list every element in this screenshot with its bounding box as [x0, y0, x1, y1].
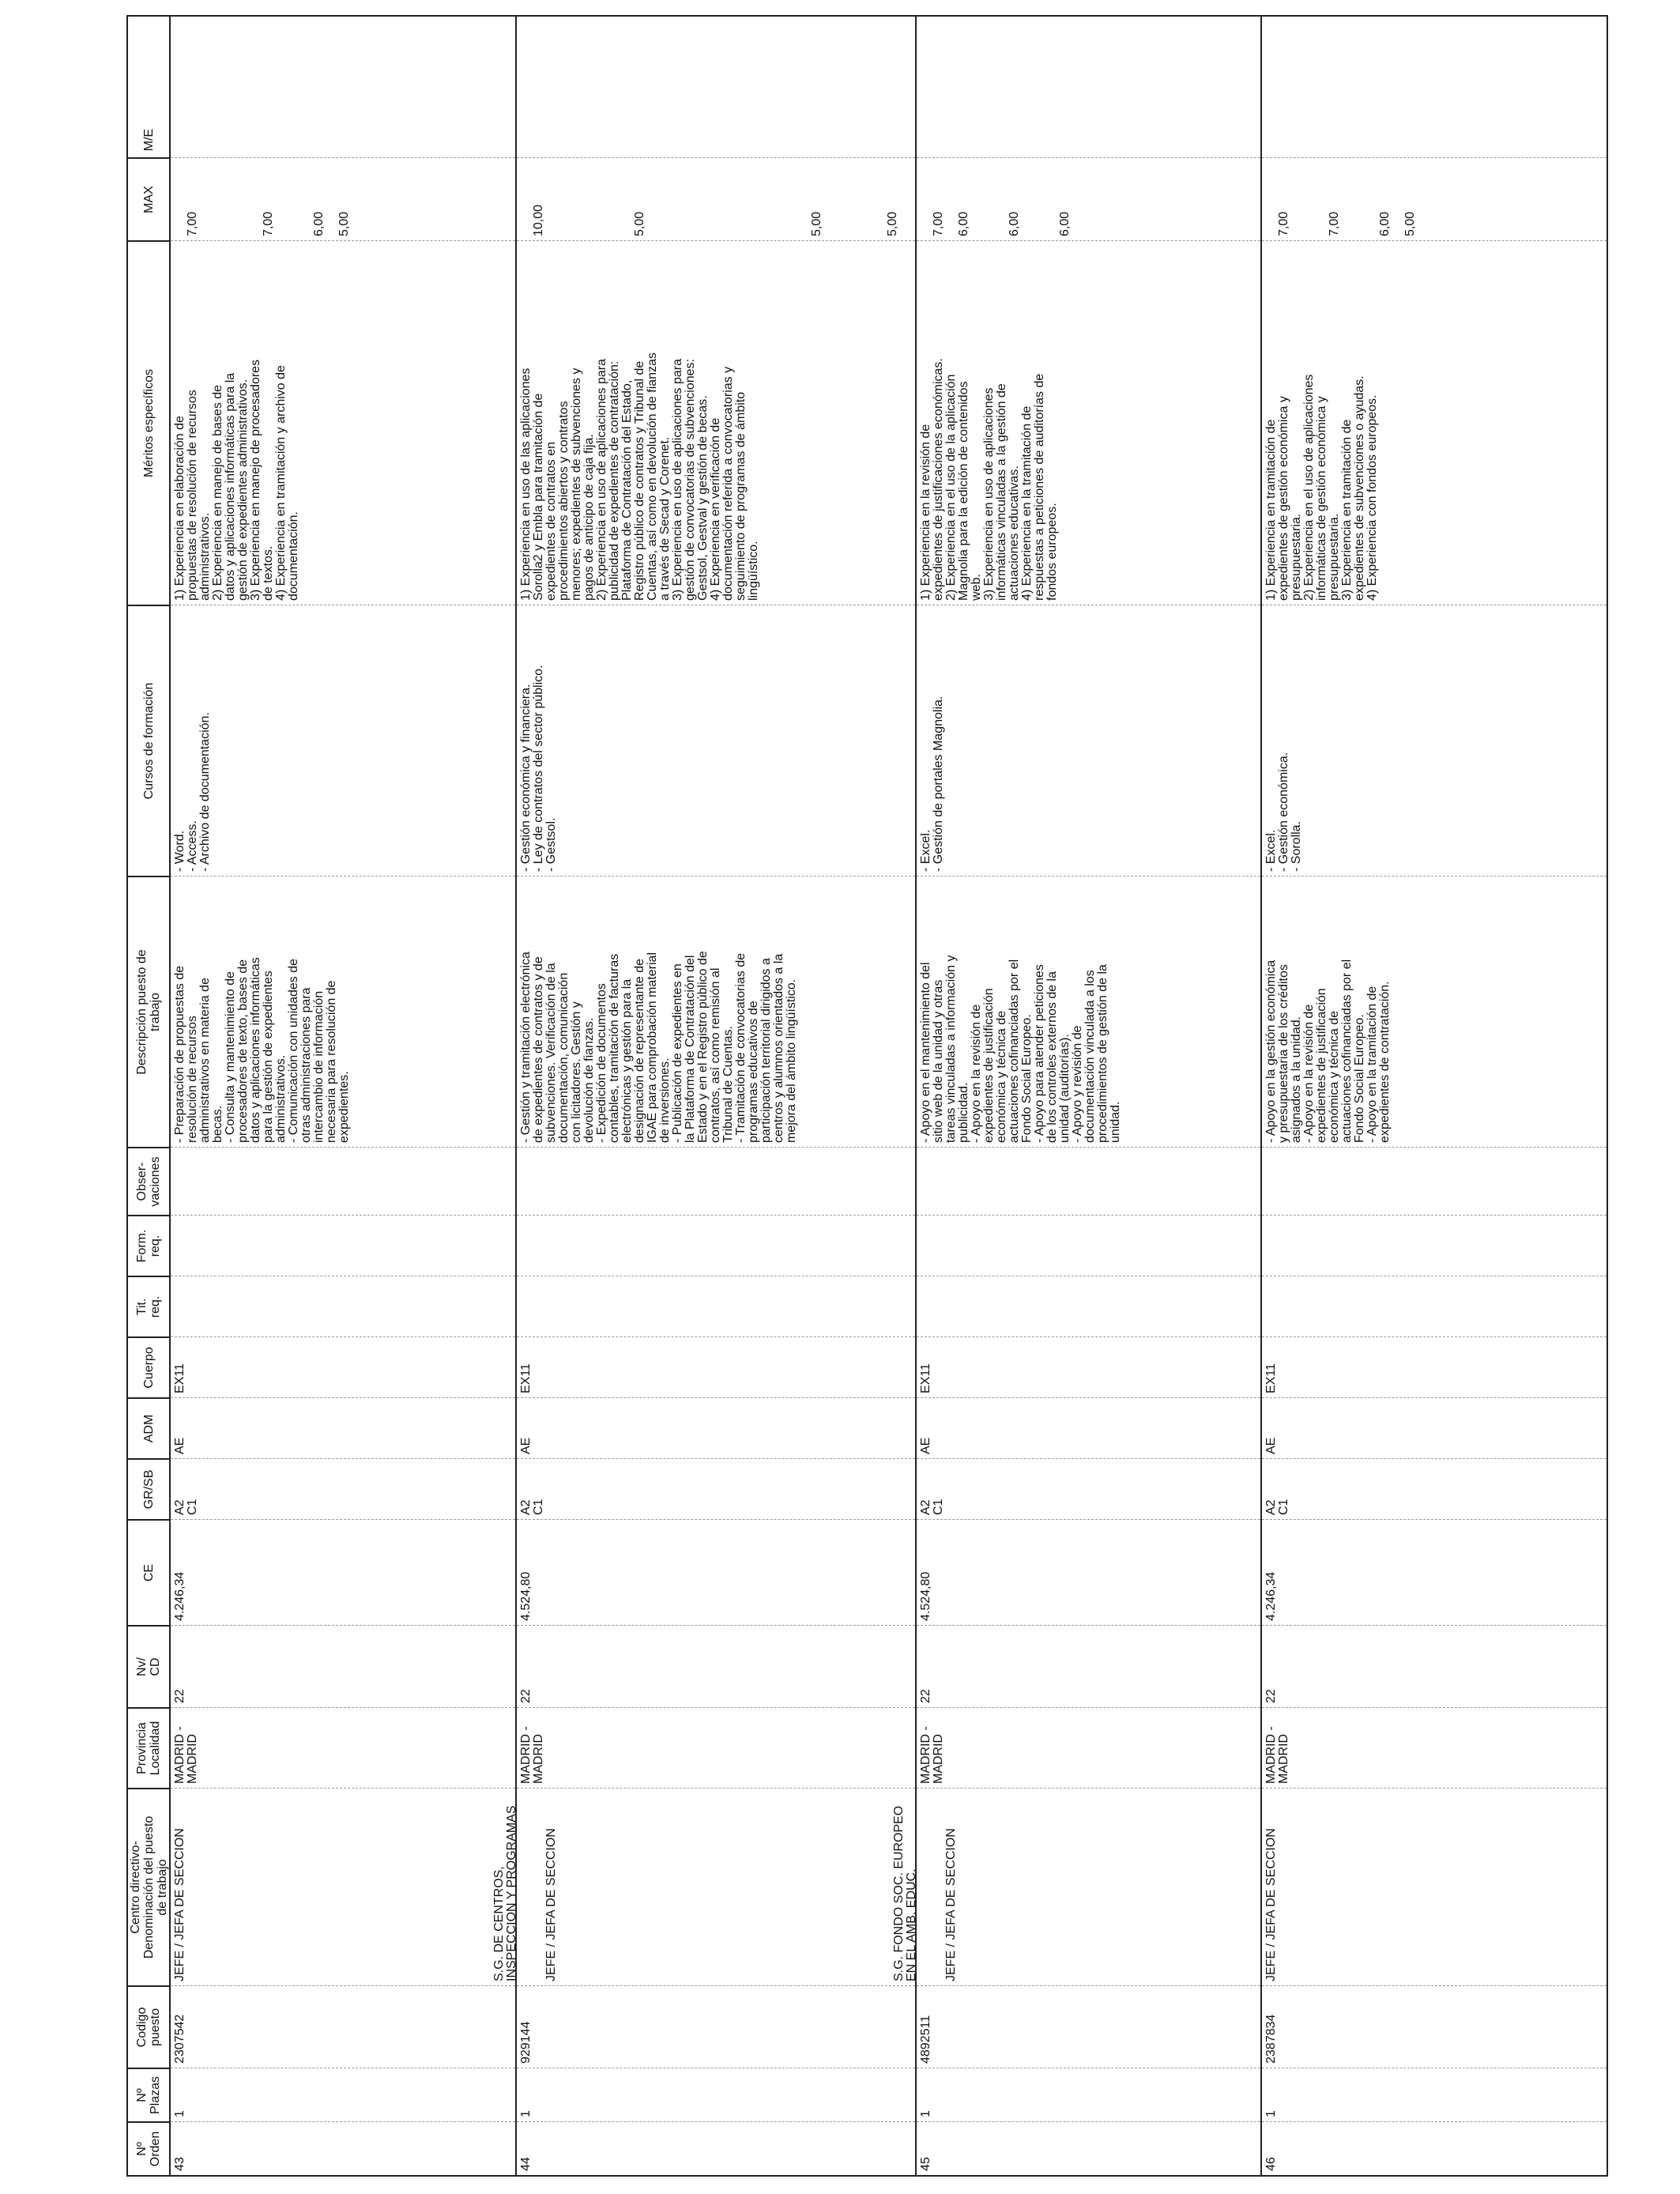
header-plazas	[128, 2068, 169, 2121]
cell-orden: 44	[517, 2121, 915, 2175]
cell-ce: 4.246,34	[1262, 1519, 1607, 1625]
max-value: 7,00	[1328, 211, 1342, 236]
max-value: 5,00	[809, 211, 823, 236]
cell-adm: AE	[171, 1397, 515, 1458]
cell-orden: 46	[1262, 2121, 1607, 2175]
cell-tit	[1262, 1276, 1607, 1336]
unidad-name: S.G. DE CENTROS, INSPECCION Y PROGRAMAS	[492, 1805, 518, 1981]
cell-plazas: 1	[517, 2068, 915, 2121]
cell-cursos: - Gestión económica y financiera. - Ley de contratos del sector público. - Gestsol.	[517, 605, 915, 876]
header-max-label: MAX	[141, 186, 156, 213]
cell-provincia: MADRID - MADRID	[917, 1707, 1261, 1788]
max-value: 5,00	[632, 211, 646, 236]
header-orden	[128, 2121, 169, 2175]
max-value	[288, 162, 300, 236]
cell-codigo: 2307542	[171, 1985, 515, 2068]
cell-max	[171, 157, 515, 240]
header-plazas-label: Nº Plazas	[135, 2075, 162, 2115]
table-row	[1262, 17, 1607, 2175]
puesto-name: JEFE / JEFA DE SECCION	[173, 1828, 186, 1981]
header-ce	[128, 1519, 169, 1625]
cell-centro	[891, 1788, 1261, 1985]
cell-cuerpo: EX11	[517, 1336, 915, 1397]
cell-meritos: 1) Experiencia en uso de las aplicaciones Sorolla2 y Embla para tramitación de expedientes de contratos en procedimientos abiertos y contratos menores; expedientes de subvenciones y pagos de anticipo de caja fija. 2) Experiencia en uso de aplicaciones para publicidad de expedientes de contratación: Plataforma de Contratación del Estado, Registro público de contratos y Tribunal de Cuentas, así como en devolución de fianzas a través de Secad y Corenet. 3) Experiencia en uso de aplicaciones para gestión de convocatorias de subvenciones: Gestsol, Gestval y gestión de becas. 4) Experiencia en verificación de documentación referida a convocatorias y seguimiento de programas de ámbito lingüístico.	[517, 240, 915, 605]
cell-gr: A2 C1	[171, 1458, 515, 1519]
puesto-name: JEFE / JEFA DE SECCION	[544, 1828, 558, 1981]
cell-tit	[171, 1276, 515, 1336]
max-value: 6,00	[1057, 211, 1072, 236]
cell-gr: A2 C1	[517, 1458, 915, 1519]
max-value: 7,00	[1277, 211, 1291, 236]
cell-max	[517, 157, 915, 240]
cell-ce: 4.524,80	[517, 1519, 915, 1625]
cell-centro	[171, 1788, 515, 1985]
cell-obs	[171, 1147, 515, 1215]
max-value	[212, 162, 224, 236]
max-value	[558, 162, 571, 236]
cell-plazas: 1	[1262, 2068, 1607, 2121]
header-cuerpo-label: Cuerpo	[141, 1347, 156, 1389]
max-value	[1354, 162, 1366, 236]
cell-form	[171, 1215, 515, 1276]
cell-adm: AE	[1262, 1397, 1607, 1458]
max-value	[583, 162, 596, 236]
cell-adm: AE	[917, 1397, 1261, 1458]
cell-cursos: - Excel. - Gestión de portales Magnolia.	[917, 605, 1261, 876]
max-value	[659, 162, 672, 236]
header-nivel	[128, 1625, 169, 1707]
cell-orden: 45	[917, 2121, 1261, 2175]
header-cursos	[128, 605, 169, 876]
max-value: 6,00	[312, 211, 326, 236]
max-value	[760, 162, 773, 236]
cell-max	[1262, 157, 1607, 240]
puesto-name: JEFE / JEFA DE SECCION	[1264, 1828, 1279, 1981]
cell-obs	[917, 1147, 1261, 1215]
header-adm	[128, 1397, 169, 1458]
cell-gr: A2 C1	[1262, 1458, 1607, 1519]
max-value: 5,00	[337, 211, 351, 236]
cell-cuerpo: EX11	[171, 1336, 515, 1397]
max-value	[836, 162, 849, 236]
header-orden-label: Nº Orden	[135, 2131, 162, 2167]
max-value	[861, 162, 874, 236]
cell-me	[1262, 123, 1607, 157]
table-header	[128, 17, 171, 2175]
cell-provincia: MADRID - MADRID	[171, 1707, 515, 1788]
header-tit-label: Tit. req.	[135, 1295, 162, 1318]
cell-cursos: - Word. - Access. - Archivo de documentación.	[171, 605, 515, 876]
cell-obs	[517, 1147, 915, 1215]
header-provincia-label: Provincia Localidad	[135, 1721, 162, 1776]
max-value	[1303, 162, 1316, 236]
cell-desc: - Apoyo en el mantenimiento del sitio web de la unidad y otras tareas vinculadas a información y publicidad. - Apoyo en la revisión de expedientes de justificación económica y técnica de actuaciones cofinanciadas por el Fondo Social Europeo. - Apoyo para atender peticiones de los controles externos de la unidad (auditorías). - Apoyo y revisión de documentación vinculada a los procedimientos de gestión de la unidad.	[917, 876, 1261, 1147]
max-value	[237, 162, 250, 236]
cell-nivel: 22	[517, 1625, 915, 1707]
max-value: 6,00	[956, 211, 970, 236]
header-meritos	[128, 240, 169, 605]
cell-form	[1262, 1215, 1607, 1276]
cell-tit	[517, 1276, 915, 1336]
max-value: 7,00	[186, 211, 199, 236]
header-meritos-label: Méritos específicos	[141, 369, 156, 477]
max-value	[735, 162, 748, 236]
cell-ce: 4.524,80	[917, 1519, 1261, 1625]
cell-cuerpo: EX11	[1262, 1336, 1607, 1397]
cell-adm: AE	[517, 1397, 915, 1458]
unidad-name: S.G. FONDO SOC. EUROPEO EN EL AMB. EDUC.	[891, 1805, 918, 1981]
cell-nivel: 22	[171, 1625, 515, 1707]
max-value	[608, 162, 621, 236]
cell-codigo: 929144	[517, 1985, 915, 2068]
max-value: 6,00	[1378, 211, 1392, 236]
cell-centro	[492, 1788, 915, 1985]
cell-provincia: MADRID - MADRID	[517, 1707, 915, 1788]
max-value: 10,00	[531, 204, 545, 236]
cell-tit	[917, 1276, 1261, 1336]
cell-form	[917, 1215, 1261, 1276]
positions-table	[126, 15, 1608, 2177]
header-obs	[128, 1147, 169, 1215]
header-ce-label: CE	[141, 1563, 156, 1582]
header-me-label: M/E	[141, 128, 156, 152]
max-value	[684, 162, 697, 236]
header-gr	[128, 1458, 169, 1519]
cell-nivel: 22	[917, 1625, 1261, 1707]
cell-meritos: 1) Experiencia en la revisión de expedientes de justificaciones económicas. 2) Experiencia en el uso de la aplicación Magnolia para la edición de contenidos web. 3) Experiencia en uso de aplicaciones informáticas vinculadas a la gestión de actuaciones educativas. 4) Experiencia en la tramitación de respuestas a peticiones de auditorías de fondos europeos.	[917, 240, 1261, 605]
max-value: 5,00	[1403, 211, 1418, 236]
cell-me	[517, 123, 915, 157]
cell-codigo: 4892511	[917, 1985, 1261, 2068]
cell-nivel: 22	[1262, 1625, 1607, 1707]
max-value	[983, 162, 996, 236]
cell-codigo: 2387834	[1262, 1985, 1607, 2068]
header-cursos-label: Cursos de formación	[141, 682, 156, 800]
cell-cursos: - Excel. - Gestión económica. - Sorolla.	[1262, 605, 1607, 876]
header-centro-label: Centro directivo- Denominación del puesto de trabajo	[128, 1815, 169, 1959]
max-value	[1034, 162, 1046, 236]
header-desc	[128, 876, 169, 1147]
cell-obs	[1262, 1147, 1607, 1215]
cell-cuerpo: EX11	[917, 1336, 1261, 1397]
table-row	[171, 17, 517, 2175]
cell-provincia: MADRID - MADRID	[1262, 1707, 1607, 1788]
header-nivel-label: Nv/ CD	[135, 1657, 162, 1676]
header-form-label: Form. req.	[135, 1229, 162, 1263]
cell-desc: - Gestión y tramitación electrónica de expedientes de contratos y de subvenciones. Verificación de la documentación, comunicación con licitadores. Gestión y devolución de fianzas. - Expedición de documentos contables, tramitación de facturas electrónicas y gestión para la designación de representante de IGAE para comprobación material de inversiones. - Publicación de expedientes en la Plataforma de Contratación del Estado y en el Registro público de contratos, así como remisión al Tribunal de Cuentas. - Tramitación de convocatorias de programas educativos de participación territorial dirigidos a centros y alumnos orientados a la mejora del ámbito lingüístico.	[517, 876, 915, 1147]
header-provincia	[128, 1707, 169, 1788]
cell-ce: 4.246,34	[171, 1519, 515, 1625]
cell-meritos: 1) Experiencia en elaboración de propuestas de resolución de recursos administrativos. 2) Experiencia en manejo de bases de datos y aplicaciones informáticas para la gestión de expedientes administrativos. 3) Experiencia en manejo de procesadores de textos. 4) Experiencia en tramitación y archivo de documentación.	[171, 240, 515, 605]
puesto-name: JEFE / JEFA DE SECCION	[944, 1828, 958, 1981]
max-value: 6,00	[1007, 211, 1021, 236]
header-codigo	[128, 1985, 169, 2068]
cell-centro	[1262, 1788, 1607, 1985]
header-obs-label: Obser- vaciones	[135, 1156, 162, 1207]
cell-desc: - Apoyo en la gestión económica y presupuestaria de los créditos asignados a la unidad. - Apoyo en la revisión de expedientes de justificación económica y técnica de actuaciones cofinanciadas por el Fondo Social Europeo. - Apoyo en la tramitación de expedientes de contratación.	[1262, 876, 1607, 1147]
header-tit	[128, 1276, 169, 1336]
table-row	[492, 17, 917, 2175]
max-value: 5,00	[885, 211, 899, 236]
header-me	[128, 123, 169, 157]
header-centro	[128, 1788, 169, 1985]
header-cuerpo	[128, 1336, 169, 1397]
max-value	[710, 162, 722, 236]
cell-plazas: 1	[917, 2068, 1261, 2121]
cell-meritos: 1) Experiencia en tramitación de expedientes de gestión económica y presupuestaria. 2) Experiencia en el uso de aplicaciones informáticas de gestión económica y presupuestaria. 3) Experiencia en tramitación de expedientes de subvenciones o ayudas. 4) Experiencia con fondos europeos.	[1262, 240, 1607, 605]
cell-max	[917, 157, 1261, 240]
cell-desc: - Preparación de propuestas de resolución de recursos administrativos en materia de becas. - Consulta y mantenimiento de procesadores de texto, bases de datos y aplicaciones informáticas para la gestión de expedientes administrativos. - Comunicación con unidades de otras administraciones para intercambio de información necesaria para resolución de expedientes.	[171, 876, 515, 1147]
header-gr-label: GR/SB	[141, 1469, 156, 1510]
max-value	[785, 162, 798, 236]
header-max	[128, 157, 169, 240]
cell-orden: 43	[171, 2121, 515, 2175]
max-value: 7,00	[262, 211, 275, 236]
cell-me	[171, 123, 515, 157]
cell-gr: A2 C1	[917, 1458, 1261, 1519]
cell-me	[917, 123, 1261, 157]
header-adm-label: ADM	[141, 1414, 156, 1443]
header-desc-label: Descripción puesto de trabajo	[135, 949, 162, 1075]
max-value: 7,00	[931, 211, 945, 236]
cell-form	[517, 1215, 915, 1276]
cell-plazas: 1	[171, 2068, 515, 2121]
header-form	[128, 1215, 169, 1276]
header-codigo-label: Codigo puesto	[135, 2007, 162, 2048]
